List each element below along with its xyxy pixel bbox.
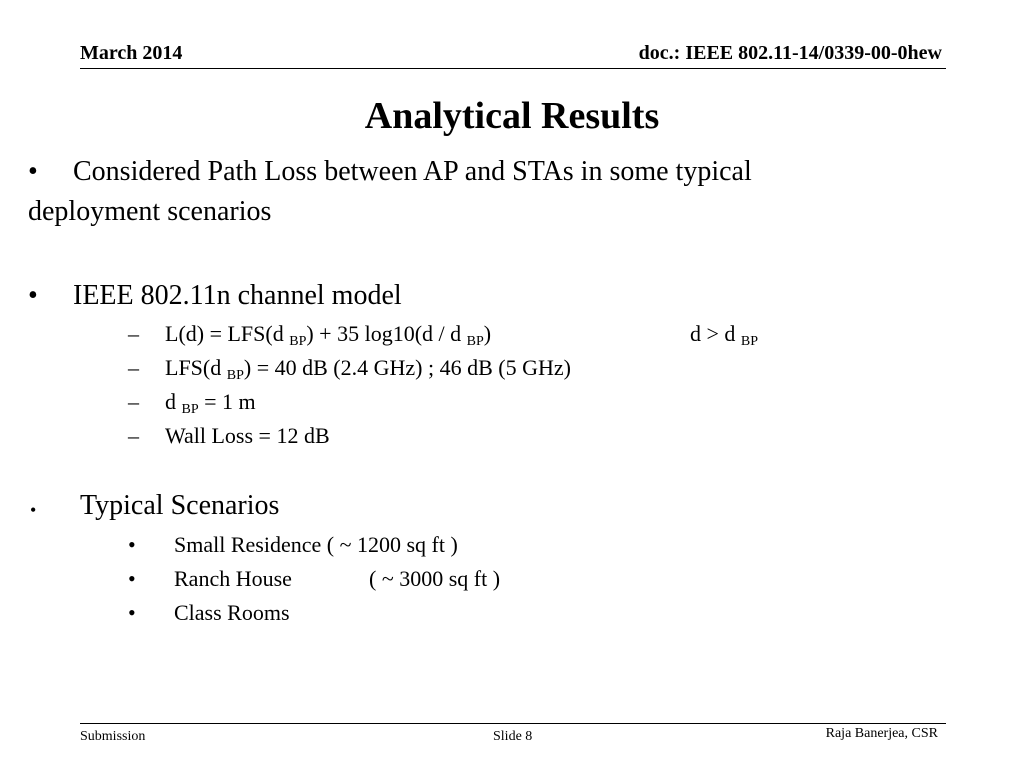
formula-subscript: BP <box>289 334 307 349</box>
footer-slide-number: Slide 8 <box>493 729 533 744</box>
dbp-subscript: BP <box>181 402 199 417</box>
sub-bullet-marker: • <box>128 566 136 591</box>
sub-bullet-dash: – <box>128 321 139 346</box>
footer-author: Raja Banerjea, CSR <box>825 726 938 741</box>
path-loss-formula <box>165 321 491 347</box>
free-space-loss-values <box>165 355 571 381</box>
header-rule <box>80 68 946 69</box>
dbp-text: = 1 m <box>198 389 256 414</box>
formula-condition <box>690 321 758 347</box>
slide-title: Analytical Results <box>364 95 660 137</box>
formula-text: ) + 35 log10(d / d <box>306 321 467 346</box>
condition-text: d > d <box>690 321 741 346</box>
footer-submission: Submission <box>80 729 146 744</box>
bullet-path-loss-line2: deployment scenarios <box>28 196 272 227</box>
bullet-marker: • <box>28 280 38 311</box>
lfs-text: LFS(d <box>165 355 227 380</box>
scenario-ranch-house: Ranch House <box>174 566 292 591</box>
header-doc-id: doc.: IEEE 802.11-14/0339-00-0hew <box>638 42 942 64</box>
lfs-text: ) = 40 dB (2.4 GHz) ; 46 dB (5 GHz) <box>243 355 571 380</box>
footer-rule <box>80 723 946 724</box>
bullet-marker: • <box>28 156 38 187</box>
formula-text: ) <box>483 321 492 346</box>
sub-bullet-dash: – <box>128 423 139 448</box>
bullet-path-loss-line1: Considered Path Loss between AP and STAs in some typical <box>73 156 752 187</box>
sub-bullet-dash: – <box>128 355 139 380</box>
sub-bullet-marker: • <box>128 600 136 625</box>
breakpoint-distance <box>165 389 256 415</box>
formula-text: L(d) = LFS(d <box>165 321 290 346</box>
formula-subscript: BP <box>466 334 484 349</box>
bullet-channel-model: IEEE 802.11n channel model <box>73 280 402 311</box>
bullet-marker: • <box>30 500 37 520</box>
sub-bullet-marker: • <box>128 532 136 557</box>
bullet-typical-scenarios: Typical Scenarios <box>80 490 280 521</box>
scenario-class-rooms: Class Rooms <box>174 600 290 625</box>
condition-subscript: BP <box>740 334 759 349</box>
scenario-ranch-house-area: ( ~ 3000 sq ft ) <box>369 566 501 591</box>
lfs-subscript: BP <box>226 368 244 383</box>
dbp-text: d <box>165 389 182 414</box>
scenario-small-residence: Small Residence ( ~ 1200 sq ft ) <box>174 532 458 557</box>
wall-loss: Wall Loss = 12 dB <box>165 423 330 448</box>
sub-bullet-dash: – <box>128 389 139 414</box>
header-date: March 2014 <box>80 42 183 64</box>
